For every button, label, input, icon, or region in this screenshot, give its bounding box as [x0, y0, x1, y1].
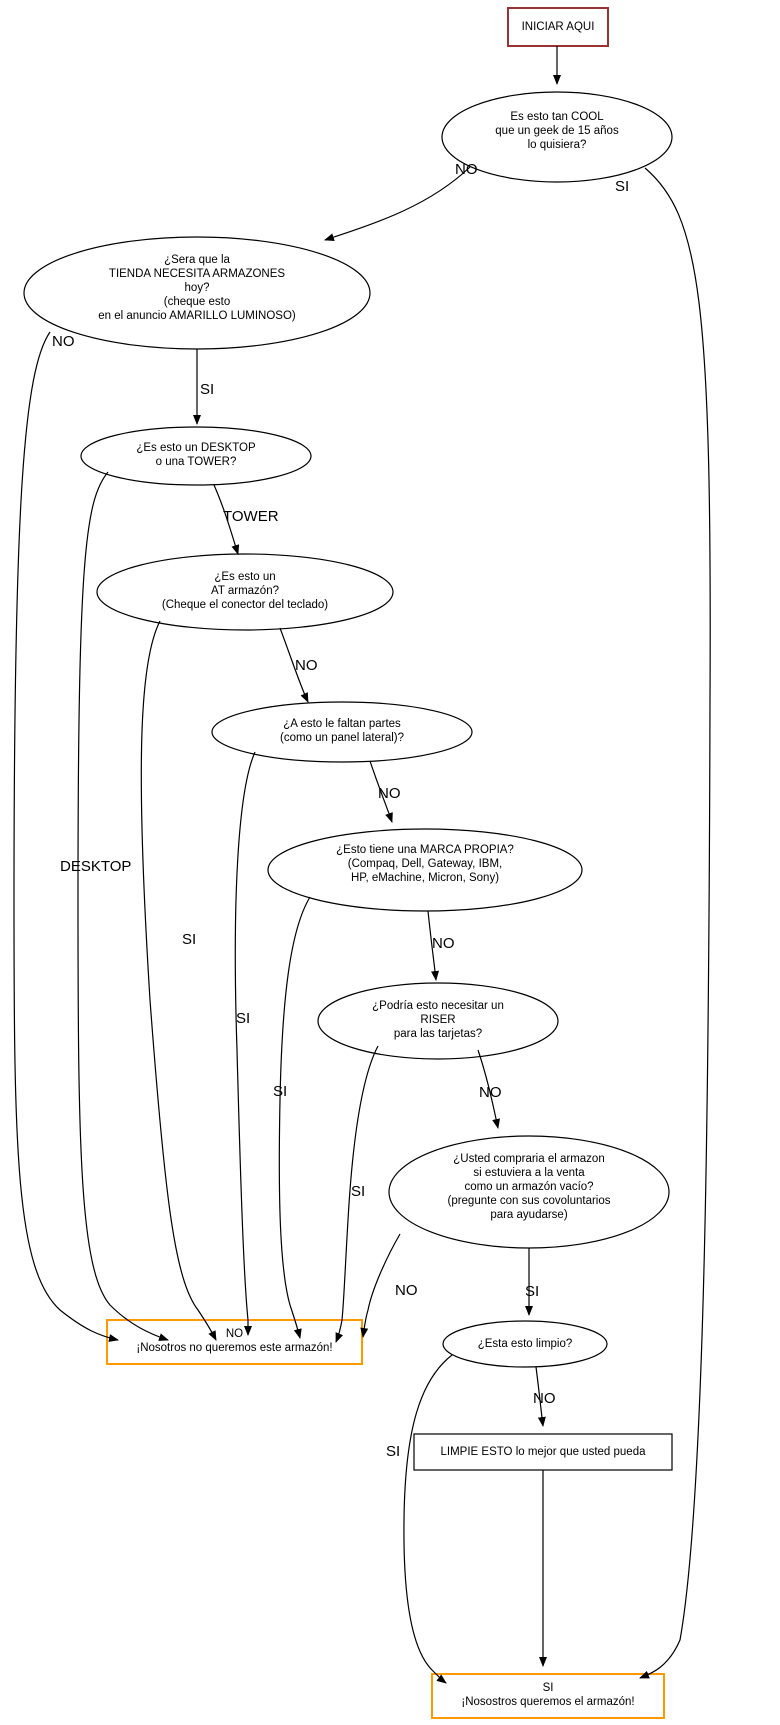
node-riser-line-3: para las tarjetas? — [393, 1028, 483, 1041]
node-tienda-line-1: ¿Sera que la — [164, 254, 230, 266]
node-start-label: INICIAR AQUI — [521, 21, 595, 33]
node-compraria-line-1: ¿Usted compraria el armazon — [453, 1153, 605, 1165]
node-marca-line-3: HP, eMachine, Micron, Sony) — [350, 872, 500, 885]
edge-label-tower: TOWER — [223, 508, 279, 525]
edge-label-limpio-no: NO — [533, 1390, 556, 1407]
node-desktop-tower-line-2: o una TOWER? — [155, 456, 237, 469]
edge-limpio-si — [404, 1355, 452, 1683]
node-no-queremos-line-2: ¡Nosotros no queremos este armazón! — [136, 1342, 333, 1355]
node-tienda-line-3: hoy? — [184, 282, 210, 295]
edge-tower — [214, 485, 238, 554]
node-at-line-1: ¿Es esto un — [214, 571, 276, 583]
edge-riser-no — [478, 1050, 498, 1128]
node-compraria-line-4: (pregunte con sus covoluntarios — [447, 1195, 611, 1208]
node-start — [508, 8, 608, 46]
node-compraria-line-3: como un armazón vacío? — [464, 1181, 594, 1194]
node-at-line-2: AT armazón? — [211, 585, 279, 598]
edge-limpio-no — [536, 1367, 543, 1426]
node-limpio-label: ¿Esta esto limpio? — [477, 1338, 573, 1350]
node-cool-line-1: Es esto tan COOL — [510, 111, 604, 123]
node-at — [97, 554, 393, 630]
edge-label-tienda-si: SI — [200, 381, 215, 398]
edge-label-tienda-no: NO — [52, 333, 75, 350]
edge-label-at-no: NO — [295, 657, 318, 674]
node-tienda-line-5: en el anuncio AMARILLO LUMINOSO) — [98, 310, 296, 323]
node-cool-line-3: lo quisiera? — [527, 139, 587, 152]
edge-partes-no — [370, 761, 392, 822]
node-partes-line-2: (como un panel lateral)? — [279, 732, 404, 745]
edge-label-cool-si: SI — [615, 178, 630, 195]
node-marca — [268, 829, 582, 911]
node-riser-line-1: ¿Podría esto necesitar un — [372, 1000, 504, 1012]
node-cool — [442, 92, 672, 182]
edge-marca-si — [279, 897, 310, 1338]
node-limpie — [414, 1434, 672, 1470]
node-riser — [318, 983, 558, 1059]
node-marca-line-1: ¿Esto tiene una MARCA PROPIA? — [336, 844, 514, 856]
node-si-queremos-line-2: ¡Nosostros queremos el armazón! — [461, 1696, 635, 1709]
node-riser-line-2: RISER — [420, 1014, 456, 1027]
edge-label-desktop: DESKTOP — [60, 858, 132, 875]
edge-partes-si — [235, 752, 255, 1335]
edge-label-riser-si: SI — [351, 1183, 366, 1200]
edge-tienda-no — [14, 332, 118, 1340]
edge-label-at-si: SI — [182, 931, 197, 948]
edge-at-no — [280, 628, 308, 702]
edge-label-cool-no: NO — [455, 161, 478, 178]
node-marca-line-2: (Compaq, Dell, Gateway, IBM, — [347, 858, 503, 871]
node-limpio — [443, 1321, 607, 1367]
edge-compraria-no — [363, 1234, 400, 1337]
node-partes — [212, 702, 472, 762]
node-compraria-line-2: si estuviera a la venta — [473, 1167, 585, 1180]
edge-at-si — [141, 621, 216, 1340]
edge-label-partes-si: SI — [236, 1010, 251, 1027]
node-si-queremos-line-1: SI — [542, 1682, 554, 1694]
node-limpie-label: LIMPIE ESTO lo mejor que usted pueda — [440, 1446, 646, 1458]
node-partes-line-1: ¿A esto le faltan partes — [283, 718, 401, 730]
node-tienda-line-2: TIENDA NECESITA ARMAZONES — [108, 268, 286, 281]
node-compraria — [389, 1136, 669, 1248]
edge-label-riser-no: NO — [479, 1084, 502, 1101]
edge-label-limpio-si: SI — [386, 1443, 401, 1460]
node-at-line-3: (Cheque el conector del teclado) — [161, 599, 329, 612]
edge-cool-tienda — [325, 167, 470, 240]
edge-label-partes-no: NO — [378, 785, 401, 802]
node-desktop-tower — [81, 427, 311, 485]
edge-label-compraria-no: NO — [395, 1282, 418, 1299]
node-tienda — [24, 237, 370, 349]
edge-label-compraria-si: SI — [525, 1283, 540, 1300]
edge-label-marca-si: SI — [273, 1083, 288, 1100]
node-no-queremos-line-1: NO — [225, 1328, 244, 1340]
node-si-queremos — [432, 1674, 664, 1718]
node-desktop-tower-line-1: ¿Es esto un DESKTOP — [136, 442, 256, 454]
node-no-queremos — [107, 1320, 362, 1364]
node-cool-line-2: que un geek de 15 años — [495, 125, 619, 138]
node-compraria-line-5: para ayudarse) — [490, 1209, 568, 1222]
node-tienda-line-4: (cheque esto — [163, 296, 231, 309]
edge-marca-no — [428, 911, 436, 980]
edge-label-marca-no: NO — [432, 935, 455, 952]
